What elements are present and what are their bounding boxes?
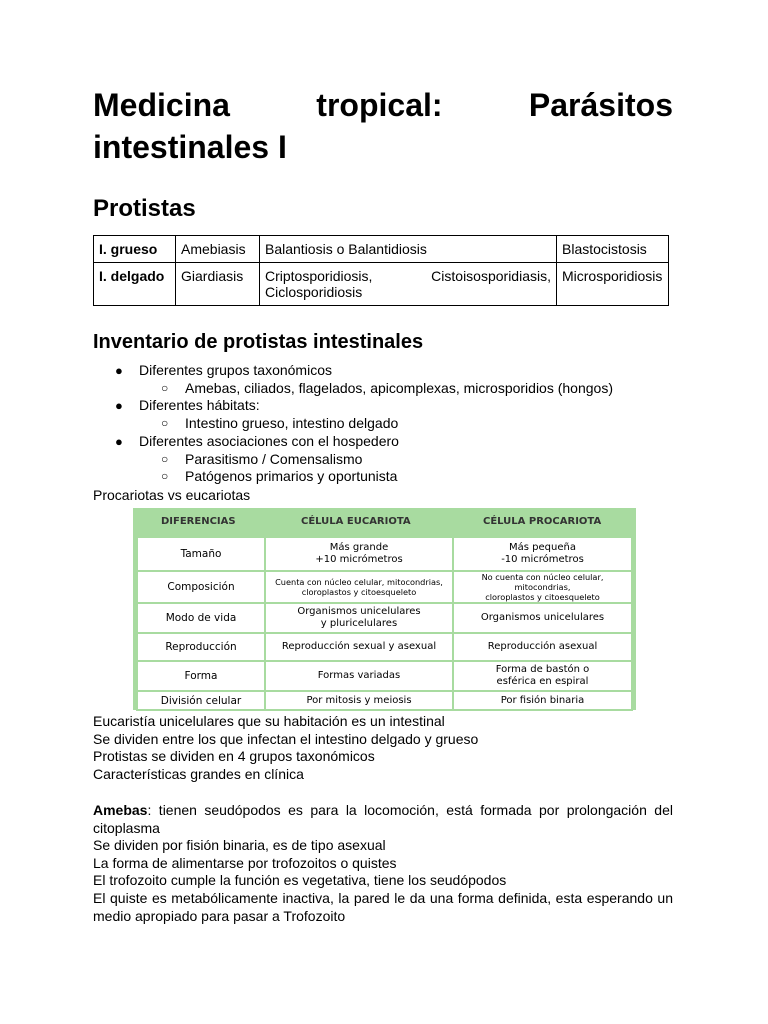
table-row	[94, 263, 669, 306]
list-item	[93, 433, 613, 451]
table-cell	[266, 604, 452, 632]
table-cell: Balantiosis o Balantidiosis	[260, 236, 557, 263]
table-cell	[266, 572, 452, 602]
list-item	[93, 397, 613, 415]
table-cell	[266, 538, 452, 570]
sub-list-item	[93, 468, 613, 486]
cell-line: -10 micrómetros	[501, 554, 584, 565]
sub-list-item	[93, 451, 613, 469]
table-row	[138, 572, 631, 602]
circle-bullet-icon: ○	[161, 469, 169, 484]
column-header: CÉLULA PROCARIOTA	[483, 516, 602, 527]
table-row	[138, 692, 631, 709]
notes-paragraph	[93, 713, 478, 783]
procariotas-label: Procariotas vs eucariotas	[93, 487, 251, 503]
text-line: El quiste es metabólicamente inactiva, la pared le da una forma definida, esta esperando un	[93, 889, 673, 906]
amebas-paragraph	[93, 802, 673, 925]
text-line: La forma de alimentarse por trofozoitos o quistes	[93, 854, 397, 871]
list-item	[93, 362, 613, 380]
cell-line: Forma de bastón o	[495, 664, 590, 675]
title-word: Medicina	[93, 87, 230, 123]
bullet-icon: ●	[115, 433, 123, 449]
text-line: Se dividen por fisión binaria, es de tipo asexual	[93, 837, 386, 854]
list-item-text: Diferentes asociaciones con el hospedero	[139, 432, 399, 449]
page-title	[93, 84, 673, 168]
table-cell	[260, 263, 557, 306]
comparison-table-image	[133, 508, 636, 710]
list-item-text: Parasitismo / Comensalismo	[185, 450, 363, 467]
text-span: : tienen seudópodos es para la locomoción, está formada por prolongación del	[147, 802, 673, 818]
table-row	[138, 604, 631, 632]
title-word: Parásitos	[528, 87, 673, 123]
cell-line: Más grande	[329, 542, 389, 553]
cell-line: Organismos unicelulares	[297, 606, 421, 617]
text-line: Características grandes en clínica	[93, 765, 304, 782]
title-line-2: intestinales I	[93, 129, 287, 165]
row-label: Forma	[138, 662, 264, 690]
text-line: citoplasma	[93, 819, 160, 836]
cell-line: No cuenta con núcleo celular, mitocondrias,	[481, 572, 604, 592]
table-cell: Giardiasis	[176, 263, 260, 306]
inventario-list	[93, 362, 613, 486]
table-cell	[454, 538, 631, 570]
list-item-text: Intestino grueso, intestino delgado	[185, 415, 399, 432]
text-line: medio apropiado para pasar a Trofozoito	[93, 907, 346, 924]
cell-line: cloroplastos y citoesqueleto	[485, 592, 600, 602]
row-label: Tamaño	[138, 538, 264, 570]
row-label: División celular	[138, 692, 264, 709]
sub-list-item	[93, 380, 613, 398]
cell-line: Cuenta con núcleo celular, mitocondrias,	[275, 577, 443, 587]
table-cell: Formas variadas	[266, 662, 452, 690]
bullet-icon: ●	[115, 398, 123, 414]
circle-bullet-icon: ○	[161, 451, 169, 466]
list-item-text: Diferentes hábitats:	[139, 397, 260, 414]
table-cell: Reproducción sexual y asexual	[266, 634, 452, 660]
list-item-text: Patógenos primarios y oportunista	[185, 468, 398, 485]
text-line: Protistas se dividen en 4 grupos taxonómicos	[93, 748, 375, 765]
table-cell: Microsporidiosis	[557, 263, 669, 306]
row-label: Composición	[138, 572, 264, 602]
list-item-text: Diferentes grupos taxonómicos	[139, 362, 332, 378]
table-row	[94, 236, 669, 263]
protistas-heading: Protistas	[93, 195, 196, 222]
cell-line: Ciclosporidiosis	[265, 284, 363, 300]
list-item-text: Amebas, ciliados, flagelados, apicomplexas, microsporidios (hongos)	[185, 379, 613, 396]
bullet-icon: ●	[115, 363, 123, 378]
inventario-heading: Inventario de protistas intestinales	[93, 331, 424, 353]
table-row	[138, 634, 631, 660]
cell-line: esférica en espiral	[496, 676, 589, 687]
table-cell: Amebiasis	[176, 236, 260, 263]
table-cell: Por fisión binaria	[454, 692, 631, 709]
amebas-term: Amebas	[93, 802, 148, 818]
cell-line: +10 micrómetros	[315, 554, 403, 565]
row-label: I. grueso	[94, 236, 176, 263]
cell-line: y pluricelulares	[320, 618, 398, 629]
table-row	[138, 538, 631, 570]
column-header: DIFERENCIAS	[161, 516, 236, 527]
comparison-table	[136, 536, 633, 711]
text-line	[93, 802, 673, 820]
row-label: Reproducción	[138, 634, 264, 660]
sub-list-item	[93, 415, 613, 433]
table-cell: Blastocistosis	[557, 236, 669, 263]
table-cell	[454, 572, 631, 602]
table-cell	[454, 662, 631, 690]
table-cell: Por mitosis y meiosis	[266, 692, 452, 709]
column-header: CÉLULA EUCARIOTA	[301, 516, 411, 527]
table-cell: Organismos unicelulares	[454, 604, 631, 632]
text-line: Se dividen entre los que infectan el intestino delgado y grueso	[93, 730, 479, 747]
circle-bullet-icon: ○	[161, 416, 169, 431]
comparison-header	[133, 508, 636, 536]
text-line: Eucaristía unicelulares que su habitación es un intestinal	[93, 713, 445, 729]
text-line: El trofozoito cumple la función es vegetativa, tiene los seudópodos	[93, 872, 507, 889]
circle-bullet-icon: ○	[161, 380, 169, 395]
title-word: tropical:	[316, 87, 443, 123]
cell-line: Más pequeña	[509, 542, 576, 553]
table-row	[138, 662, 631, 690]
row-label: Modo de vida	[138, 604, 264, 632]
row-label: I. delgado	[94, 263, 176, 306]
cell-line: cloroplastos y citoesqueleto	[301, 587, 417, 597]
cell-line: Criptosporidiosis, Cistoisosporidiasis,	[265, 268, 551, 284]
protistas-table	[93, 235, 669, 306]
table-cell: Reproducción asexual	[454, 634, 631, 660]
